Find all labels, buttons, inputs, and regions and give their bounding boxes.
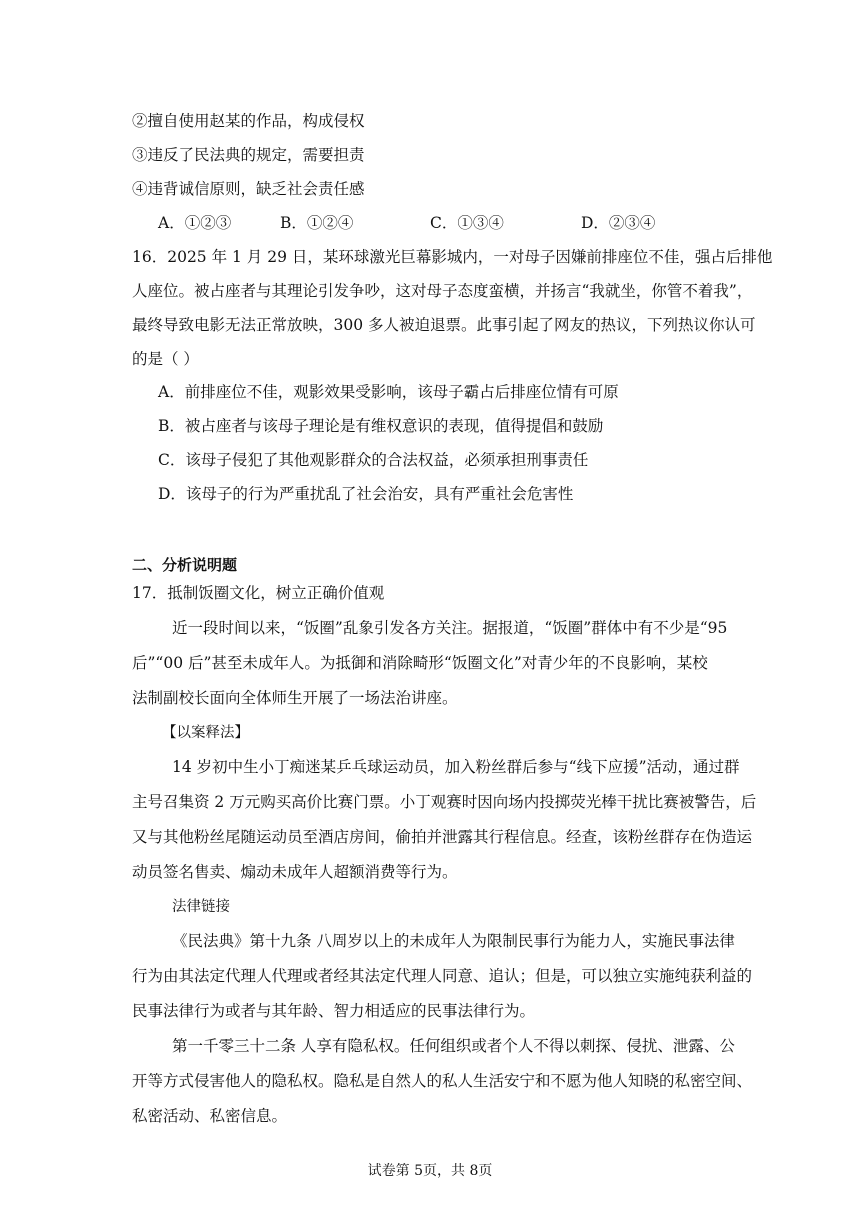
intro-line-1: 近一段时间以来，“饭圈”乱象引发各方关注。据报道，“饭圈”群体中有不少是“95: [172, 619, 728, 637]
case-line-3: 又与其他粉丝尾随运动员至酒店房间，偷拍并泄露其行程信息。经查，该粉丝群存在伪造运: [132, 828, 753, 846]
law1-line-1: 《民法典》第十九条 八周岁以上的未成年人为限制民事行为能力人，实施民事法律: [172, 932, 735, 950]
q16-option-a: A．前排座位不佳，观影效果受影响，该母子霸占后排座位情有可原: [158, 383, 619, 401]
q15-item-2: ②擅自使用赵某的作品，构成侵权: [132, 112, 365, 130]
law1-line-3: 民事法律行为或者与其年龄、智力相适应的民事法律行为。: [132, 1002, 536, 1020]
law2-line-2: 开等方式侵害他人的隐私权。隐私是自然人的私人生活安宁和不愿为他人知晓的私密空间、: [132, 1072, 753, 1090]
law2-line-3: 私密活动、私密信息。: [132, 1107, 288, 1125]
q15-item-3: ③违反了民法典的规定，需要担责: [132, 146, 365, 164]
q17-title: 17．抵制饭圈文化，树立正确价值观: [132, 584, 385, 602]
law-heading: 法律链接: [172, 899, 230, 915]
q16-option-b: B．被占座者与该母子理论是有维权意识的表现，值得提倡和鼓励: [158, 417, 604, 435]
law1-line-2: 行为由其法定代理人代理或者经其法定代理人同意、追认；但是，可以独立实施纯获利益的: [132, 967, 753, 985]
q16-option-c: C．该母子侵犯了其他观影群众的合法权益，必须承担刑事责任: [158, 451, 589, 469]
q15-option-a: A．①②③: [158, 214, 232, 232]
q15-item-4: ④违背诚信原则，缺乏社会责任感: [132, 180, 365, 198]
q16-stem-line-3: 最终导致电影无法正常放映，300 多人被迫退票。此事引起了网友的热议，下列热议你认可: [132, 316, 756, 334]
q16-stem-line-4: 的是（ ）: [132, 350, 199, 368]
q15-option-d: D．②③④: [581, 214, 656, 232]
intro-line-2: 后”“00 后”甚至未成年人。为抵御和消除畸形“饭圈文化”对青少年的不良影响，某校: [132, 654, 708, 672]
case-line-4: 动员签名售卖、煽动未成年人超额消费等行为。: [132, 863, 458, 881]
case-line-2: 主号召集资 2 万元购买高价比赛门票。小丁观赛时因向场内投掷荧光棒干扰比赛被警告，后: [132, 793, 757, 811]
law2-line-1: 第一千零三十二条 人享有隐私权。任何组织或者个人不得以刺探、侵扰、泄露、公: [172, 1037, 735, 1055]
q16-option-d: D．该母子的行为严重扰乱了社会治安，具有严重社会危害性: [158, 485, 574, 503]
case-line-1: 14 岁初中生小丁痴迷某乒乓球运动员，加入粉丝群后参与“线下应援”活动，通过群: [172, 758, 740, 776]
q16-stem-line-2: 人座位。被占座者与其理论引发争吵，这对母子态度蛮横，并扬言“我就坐，你管不着我”，: [132, 282, 753, 300]
q16-stem-line-1: 16．2025 年 1 月 29 日，某环球激光巨幕影城内，一对母子因嫌前排座位不佳，强占后排他: [132, 248, 773, 266]
section-heading: 二、分析说明题: [132, 556, 238, 574]
intro-line-3: 法制副校长面向全体师生开展了一场法治讲座。: [132, 689, 458, 707]
page-footer: 试卷第 5页，共 8页: [367, 1163, 493, 1179]
case-heading: 【以案释法】: [162, 725, 249, 741]
q15-option-b: B．①②④: [280, 214, 354, 232]
q15-option-c: C．①③④: [430, 214, 504, 232]
